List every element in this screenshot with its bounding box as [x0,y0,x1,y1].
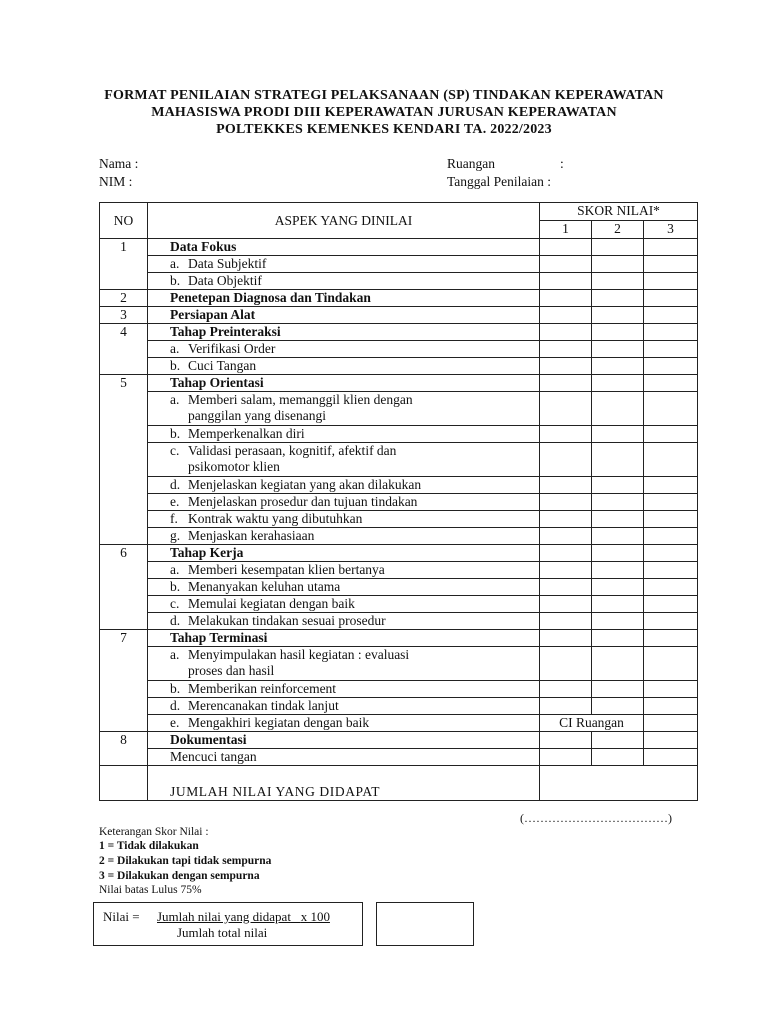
item-letter: b. [170,681,181,696]
formula-box [93,902,363,946]
form-title-line-1: FORMAT PENILAIAN STRATEGI PELAKSANAAN (SP) TINDAKAN KEPERAWATAN [104,88,664,103]
score-cell[interactable] [644,511,698,528]
score-cell[interactable] [540,681,592,698]
aspek-cell [148,545,540,562]
aspek-cell [148,273,540,290]
score-cell[interactable] [540,494,592,511]
score-cell[interactable] [540,511,592,528]
score-cell[interactable] [592,290,644,307]
aspek-cell [148,392,540,426]
score-col-2: 2 [592,221,644,239]
table-row [100,375,698,392]
table-row [100,256,698,273]
aspek-text: Mengakhiri kegiatan dengan baik [188,715,370,730]
table-row [100,443,698,477]
aspek-cell [148,732,540,749]
formula-lhs: Nilai = [103,909,140,924]
score-cell[interactable] [592,426,644,443]
score-cell[interactable] [540,426,592,443]
item-letter: a. [170,392,180,407]
aspek-text: Data Subjektif [188,256,267,271]
score-cell[interactable] [644,681,698,698]
row-number: 1 [100,239,148,290]
table-row [100,562,698,579]
signature-bracket: (………………………………) [520,811,672,825]
aspek-text: Menjelaskan kegiatan yang akan dilakukan [188,477,422,492]
item-letter: d. [170,613,181,628]
total-score-cell[interactable] [540,766,698,801]
score-cell[interactable] [592,681,644,698]
aspek-text: Menyimpulakan hasil kegiatan : evaluasi [188,647,410,662]
aspek-text: Melakukan tindakan sesuai prosedur [188,613,386,628]
score-cell[interactable] [644,392,698,426]
row-number: 7 [100,630,148,732]
score-cell[interactable] [592,341,644,358]
score-cell[interactable] [540,392,592,426]
item-letter: b. [170,426,181,441]
aspek-cell [148,630,540,647]
item-letter: d. [170,698,181,713]
aspek-text-continuation: panggilan yang disenangi [188,408,326,423]
table-row [100,715,698,732]
aspek-cell [148,579,540,596]
score-cell[interactable] [644,647,698,681]
aspek-cell [148,256,540,273]
score-cell[interactable] [644,596,698,613]
score-cell[interactable] [592,749,644,766]
score-cell[interactable] [644,341,698,358]
score-cell[interactable] [592,324,644,341]
form-title-line-2: MAHASISWA PRODI DIII KEPERAWATAN JURUSAN KEPERAWATAN [151,105,617,120]
score-cell[interactable] [540,562,592,579]
score-cell[interactable] [592,358,644,375]
aspek-cell [148,375,540,392]
item-letter: d. [170,477,181,492]
header-aspek: ASPEK YANG DINILAI [148,203,540,239]
aspek-cell [148,494,540,511]
aspek-cell [148,613,540,630]
score-cell[interactable] [644,426,698,443]
aspek-text: Menjelaskan prosedur dan tujuan tindakan [188,494,418,509]
score-cell[interactable] [540,613,592,630]
score-cell[interactable] [540,630,592,647]
item-letter: b. [170,273,181,288]
ruangan-label: Ruangan [447,156,495,171]
aspek-text: Kontrak waktu yang dibutuhkan [188,511,363,526]
aspek-cell [148,647,540,681]
table-row [100,630,698,647]
aspek-cell [148,477,540,494]
item-letter: a. [170,647,180,662]
item-letter: e. [170,715,180,730]
table-row [100,358,698,375]
table-row [100,307,698,324]
section-heading: Tahap Terminasi [170,630,268,645]
total-row-no [100,766,148,801]
score-cell[interactable] [644,562,698,579]
table-row [100,545,698,562]
score-cell[interactable] [540,341,592,358]
ruangan-colon: : [560,156,564,171]
score-cell[interactable] [592,477,644,494]
keterangan-item-1: 1 = Tidak dilakukan [99,840,199,852]
score-cell[interactable] [644,443,698,477]
aspek-text: Validasi perasaan, kognitif, afektif dan [188,443,397,458]
score-cell[interactable] [592,732,644,749]
score-cell[interactable] [540,477,592,494]
section-heading: Data Fokus [170,239,237,254]
score-cell[interactable] [644,290,698,307]
score-cell[interactable] [540,579,592,596]
score-cell[interactable] [592,307,644,324]
section-heading: Persiapan Alat [170,307,256,322]
score-col-1: 1 [540,221,592,239]
formula-multiplier: x 100 [300,909,330,924]
aspek-cell [148,698,540,715]
table-row [100,426,698,443]
aspek-text: Memberi kesempatan klien bertanya [188,562,385,577]
score-cell[interactable] [540,307,592,324]
item-letter: c. [170,443,180,458]
keterangan-heading: Keterangan Skor Nilai : [99,826,209,838]
aspek-text: Cuci Tangan [188,358,257,373]
aspek-cell [148,528,540,545]
row-number: 5 [100,375,148,545]
table-row [100,511,698,528]
section-heading: Tahap Orientasi [170,375,264,390]
table-row [100,341,698,358]
score-cell[interactable] [540,698,592,715]
table-row [100,273,698,290]
score-cell[interactable] [644,256,698,273]
ci-ruangan-label: CI Ruangan [540,715,644,732]
score-cell[interactable] [592,392,644,426]
table-row [100,290,698,307]
table-row [100,579,698,596]
item-letter: f. [170,511,178,526]
score-cell[interactable] [592,579,644,596]
score-cell[interactable] [644,613,698,630]
nama-label: Nama : [99,156,139,171]
nilai-batas-lulus: Nilai batas Lulus 75% [99,884,202,896]
score-col-3: 3 [644,221,698,239]
score-cell[interactable] [644,358,698,375]
score-cell[interactable] [592,613,644,630]
score-cell[interactable] [644,528,698,545]
row-number: 3 [100,307,148,324]
score-cell[interactable] [540,732,592,749]
table-row [100,647,698,681]
score-cell[interactable] [540,596,592,613]
score-cell[interactable] [644,375,698,392]
aspek-text: Memulai kegiatan dengan baik [188,596,355,611]
score-cell[interactable] [540,545,592,562]
score-cell[interactable] [592,562,644,579]
score-cell[interactable] [644,494,698,511]
aspek-cell [148,307,540,324]
table-row [100,477,698,494]
item-letter: a. [170,256,180,271]
nim-label: NIM : [99,174,133,189]
aspek-cell [148,341,540,358]
section-heading: Tahap Preinteraksi [170,324,281,339]
item-letter: a. [170,341,180,356]
aspek-text: Merencanakan tindak lanjut [188,698,339,713]
item-letter: b. [170,579,181,594]
score-cell[interactable] [540,239,592,256]
score-cell[interactable] [644,545,698,562]
row-number: 4 [100,324,148,375]
score-cell[interactable] [644,307,698,324]
keterangan-item-3: 3 = Dilakukan dengan sempurna [99,870,260,882]
form-title-line-3: POLTEKKES KEMENKES KENDARI TA. 2022/2023 [216,122,552,137]
score-cell[interactable] [644,477,698,494]
score-cell[interactable] [592,375,644,392]
score-cell[interactable] [644,273,698,290]
aspek-text-continuation: proses dan hasil [188,663,275,678]
aspek-cell [148,426,540,443]
nilai-result-box[interactable] [376,902,474,946]
aspek-cell [148,596,540,613]
score-cell[interactable] [540,290,592,307]
score-cell[interactable] [592,630,644,647]
tanggal-label: Tanggal Penilaian : [447,174,552,189]
item-letter: e. [170,494,180,509]
table-row [100,324,698,341]
aspek-text-continuation: psikomotor klien [188,459,280,474]
table-row [100,732,698,749]
table-row [100,392,698,426]
score-cell[interactable] [540,647,592,681]
aspek-text: Menjaskan kerahasiaan [188,528,315,543]
table-row [100,749,698,766]
section-heading: Penetepan Diagnosa dan Tindakan [170,290,371,305]
formula-denominator: Jumlah total nilai [177,925,268,940]
aspek-cell [148,511,540,528]
table-row [100,698,698,715]
score-cell[interactable] [540,358,592,375]
score-cell[interactable] [644,239,698,256]
score-cell[interactable] [644,630,698,647]
item-letter: a. [170,562,180,577]
table-row [100,528,698,545]
score-cell[interactable] [592,528,644,545]
item-letter: b. [170,358,181,373]
row-number: 8 [100,732,148,766]
score-cell[interactable] [592,511,644,528]
total-row [100,766,698,801]
score-cell[interactable] [592,494,644,511]
total-label: JUMLAH NILAI YANG DIDAPAT [148,766,540,801]
item-letter: c. [170,596,180,611]
table-row [100,613,698,630]
score-cell[interactable] [592,698,644,715]
score-cell[interactable] [592,596,644,613]
score-cell[interactable] [592,545,644,562]
item-letter: g. [170,528,181,543]
score-cell[interactable] [644,579,698,596]
score-cell[interactable] [644,749,698,766]
score-cell[interactable] [644,732,698,749]
score-cell[interactable] [540,528,592,545]
aspek-cell [148,239,540,256]
aspek-cell [148,443,540,477]
section-heading: Dokumentasi [170,732,247,747]
formula-numerator: Jumlah nilai yang didapat x 100 [157,909,330,924]
keterangan-item-2: 2 = Dilakukan tapi tidak sempurna [99,855,272,867]
assessment-table [99,202,698,801]
score-cell[interactable] [644,715,698,732]
table-row [100,596,698,613]
aspek-cell [148,358,540,375]
aspek-cell [148,749,540,766]
score-cell[interactable] [540,375,592,392]
score-cell[interactable] [592,647,644,681]
score-cell[interactable] [540,324,592,341]
aspek-cell [148,681,540,698]
aspek-text: Memperkenalkan diri [188,426,305,441]
score-cell[interactable] [644,698,698,715]
row-number: 2 [100,290,148,307]
aspek-cell [148,562,540,579]
table-row [100,681,698,698]
score-cell[interactable] [592,256,644,273]
aspek-text: Memberi salam, memanggil klien dengan [188,392,413,407]
table-row [100,494,698,511]
section-heading: Tahap Kerja [170,545,244,560]
table-row [100,239,698,256]
header-no: NO [100,203,148,239]
aspek-cell [148,715,540,732]
score-cell[interactable] [592,273,644,290]
aspek-cell [148,324,540,341]
score-cell[interactable] [592,239,644,256]
score-cell[interactable] [540,273,592,290]
aspek-text: Mencuci tangan [170,749,257,764]
aspek-text: Verifikasi Order [188,341,276,356]
aspek-text: Memberikan reinforcement [188,681,337,696]
aspek-text: Data Objektif [188,273,262,288]
score-cell[interactable] [540,443,592,477]
aspek-cell [148,290,540,307]
score-cell[interactable] [644,324,698,341]
score-cell[interactable] [540,749,592,766]
score-cell[interactable] [592,443,644,477]
score-cell[interactable] [540,256,592,273]
header-skor-nilai: SKOR NILAI* [540,203,698,221]
row-number: 6 [100,545,148,630]
aspek-text: Menanyakan keluhan utama [188,579,341,594]
